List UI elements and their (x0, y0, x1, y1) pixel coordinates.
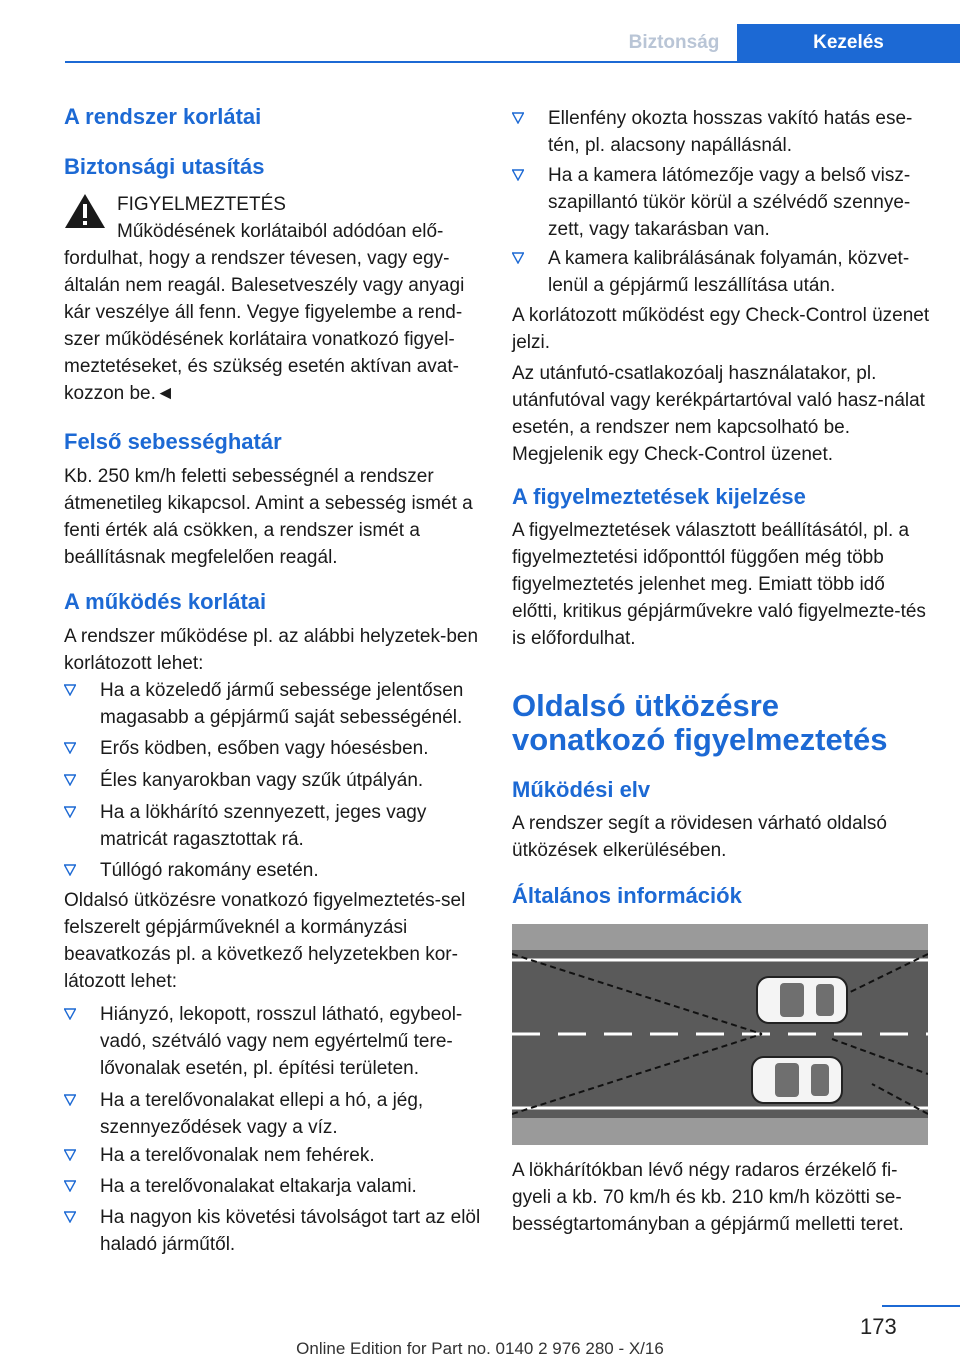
steering-limits-intro: Oldalsó ütközésre vonatkozó figyelmeztetés-sel felszerelt gépjárműveknél a kormányzási beavatkozás pl. a következő helyzetekben kor-látozott lehet: (64, 890, 466, 992)
heading-principle: Működési elv (512, 777, 651, 802)
list-item (64, 677, 482, 731)
list-item (64, 1001, 482, 1082)
car-icon (757, 977, 847, 1023)
bullet-triangle-icon (64, 864, 76, 876)
bullet-triangle-icon (512, 112, 524, 124)
heading-safety-instruction: Biztonsági utasítás (64, 154, 265, 179)
bullet-triangle-icon (512, 169, 524, 181)
heading-general-info: Általános információk (512, 883, 742, 908)
page-number: 173 (860, 1314, 897, 1339)
bullet-triangle-icon (64, 806, 76, 818)
list-item (512, 245, 930, 299)
list-item-text: A kamera kalibrálásának folyamán, közvet-lenül a gépjármű leszállítása után. (548, 248, 910, 296)
car-icon (752, 1057, 842, 1103)
bullet-triangle-icon (64, 1211, 76, 1223)
check-control-text: A korlátozott működést egy Check-Control üzenet jelzi. (512, 305, 930, 353)
list-item (64, 1087, 482, 1141)
list-item (64, 735, 482, 762)
list-item-text: Túllógó rakomány esetén. (100, 860, 319, 881)
list-item-text: Hiányzó, lekopott, rosszul látható, egybeol-vadó, szétváló vagy nem egyértelmű tere-lővonalak esetén, pl. építési területen. (100, 1004, 463, 1079)
list-item-text: Ellenfény okozta hosszas vakító hatás ese-tén, pl. alacsony napállásnál. (548, 108, 913, 156)
trailer-text: Az utánfutó-csatlakozóalj használatakor, pl. utánfutóval vagy kerékpártartóval való hasz-nálat esetén, a rendszer nem kapcsolható be. Megjelenik egy Check-Control üzenet. (512, 363, 925, 465)
radar-coverage-illustration (512, 924, 928, 1145)
heading-upper-speed-limit: Felső sebességhatár (64, 429, 282, 454)
list-item-text: Ha a lökhárító szennyezett, jeges vagy matricát ragasztottak rá. (100, 802, 427, 850)
list-item (512, 105, 930, 159)
footer-rule (882, 1305, 960, 1307)
list-item (64, 1173, 482, 1200)
list-item-text: Ha a terelővonalakat ellepi a hó, a jég, szennyeződések vagy a víz. (100, 1090, 424, 1138)
heading-warning-display: A figyelmeztetések kijelzése (512, 484, 806, 509)
list-item-text: Éles kanyarokban vagy szűk útpályán. (100, 770, 424, 791)
principle-text: A rendszer segít a rövidesen várható oldalsó ütközések elkerülésében. (512, 813, 887, 861)
footer-edition: Online Edition for Part no. 0140 2 976 280 - X/16 (296, 1339, 664, 1358)
bullet-triangle-icon (512, 252, 524, 264)
list-item-text: Ha a közeledő jármű sebessége jelentősen magasabb a gépjármű saját sebességénél. (100, 680, 464, 728)
tab-kezeles[interactable]: Kezelés (737, 24, 960, 61)
header-rule (65, 61, 960, 63)
bullet-triangle-icon (64, 1008, 76, 1020)
list-item (512, 162, 930, 243)
list-item-text: Ha a terelővonalakat eltakarja valami. (100, 1176, 417, 1197)
warning-triangle-icon (64, 192, 106, 230)
bullet-triangle-icon (64, 1149, 76, 1161)
list-item-text: Ha a kamera látómezője vagy a belső visz-szapillantó tükör körül a szélvédő szennye-zett, vagy takarásban van. (548, 165, 911, 240)
bullet-triangle-icon (64, 742, 76, 754)
warning-text-first-line: Működésének korlátaiból adódóan elő- (117, 221, 444, 242)
bullet-triangle-icon (64, 1180, 76, 1192)
speed-limit-text: Kb. 250 km/h feletti sebességnél a rendszer átmenetileg kikapcsol. Amint a sebesség ismét a fenti érték alá csökken, a rendszer ismét a beállításnak megfelelően reagál. (64, 466, 473, 568)
list-item (64, 1204, 482, 1258)
function-limits-intro: A rendszer működése pl. az alábbi helyzetek-ben korlátozott lehet: (64, 626, 479, 674)
list-item (64, 799, 482, 853)
heading-system-limits: A rendszer korlátai (64, 104, 262, 129)
heading-side-collision-warning: Oldalsó ütközésre vonatkozó figyelmeztetés (512, 688, 888, 757)
tab-biztonsag[interactable]: Biztonság (628, 31, 720, 53)
warning-text: fordulhat, hogy a rendszer tévesen, vagy egy-általán nem reagál. Balesetveszély vagy anyagi kár veszélye áll fenn. Vegye figyelembe a rend-szer működésének korlátaira vonatkozó figyel-meztetéseket, és szükség esetén aktívan avat-kozzon be.◄ (64, 248, 465, 404)
list-item (64, 857, 482, 884)
warning-title: FIGYELMEZTETÉS (117, 194, 286, 215)
bullet-triangle-icon (64, 684, 76, 696)
radar-text: A lökhárítókban lévő négy radaros érzékelő fi-gyeli a kb. 70 km/h és kb. 210 km/h közötti se-bességtartományban a gépjármű melletti teret. (512, 1160, 904, 1235)
bullet-triangle-icon (64, 1094, 76, 1106)
list-item (64, 1142, 482, 1169)
heading-function-limits: A működés korlátai (64, 589, 267, 614)
page-header (0, 0, 960, 61)
list-item-text: Ha a terelővonalak nem fehérek. (100, 1145, 375, 1166)
list-item-text: Ha nagyon kis követési távolságot tart az elöl haladó járműtől. (100, 1207, 481, 1255)
bullet-triangle-icon (64, 774, 76, 786)
list-item-text: Erős ködben, esőben vagy hóesésben. (100, 738, 429, 759)
list-item (64, 767, 482, 794)
warning-display-text: A figyelmeztetések választott beállításától, pl. a figyelmeztetési időponttól függően még több figyelmeztetés jelenhet meg. Emiatt több idő előtti, kritikus gépjárművekre való figyelmezte-tés is előfordulhat. (512, 520, 926, 649)
